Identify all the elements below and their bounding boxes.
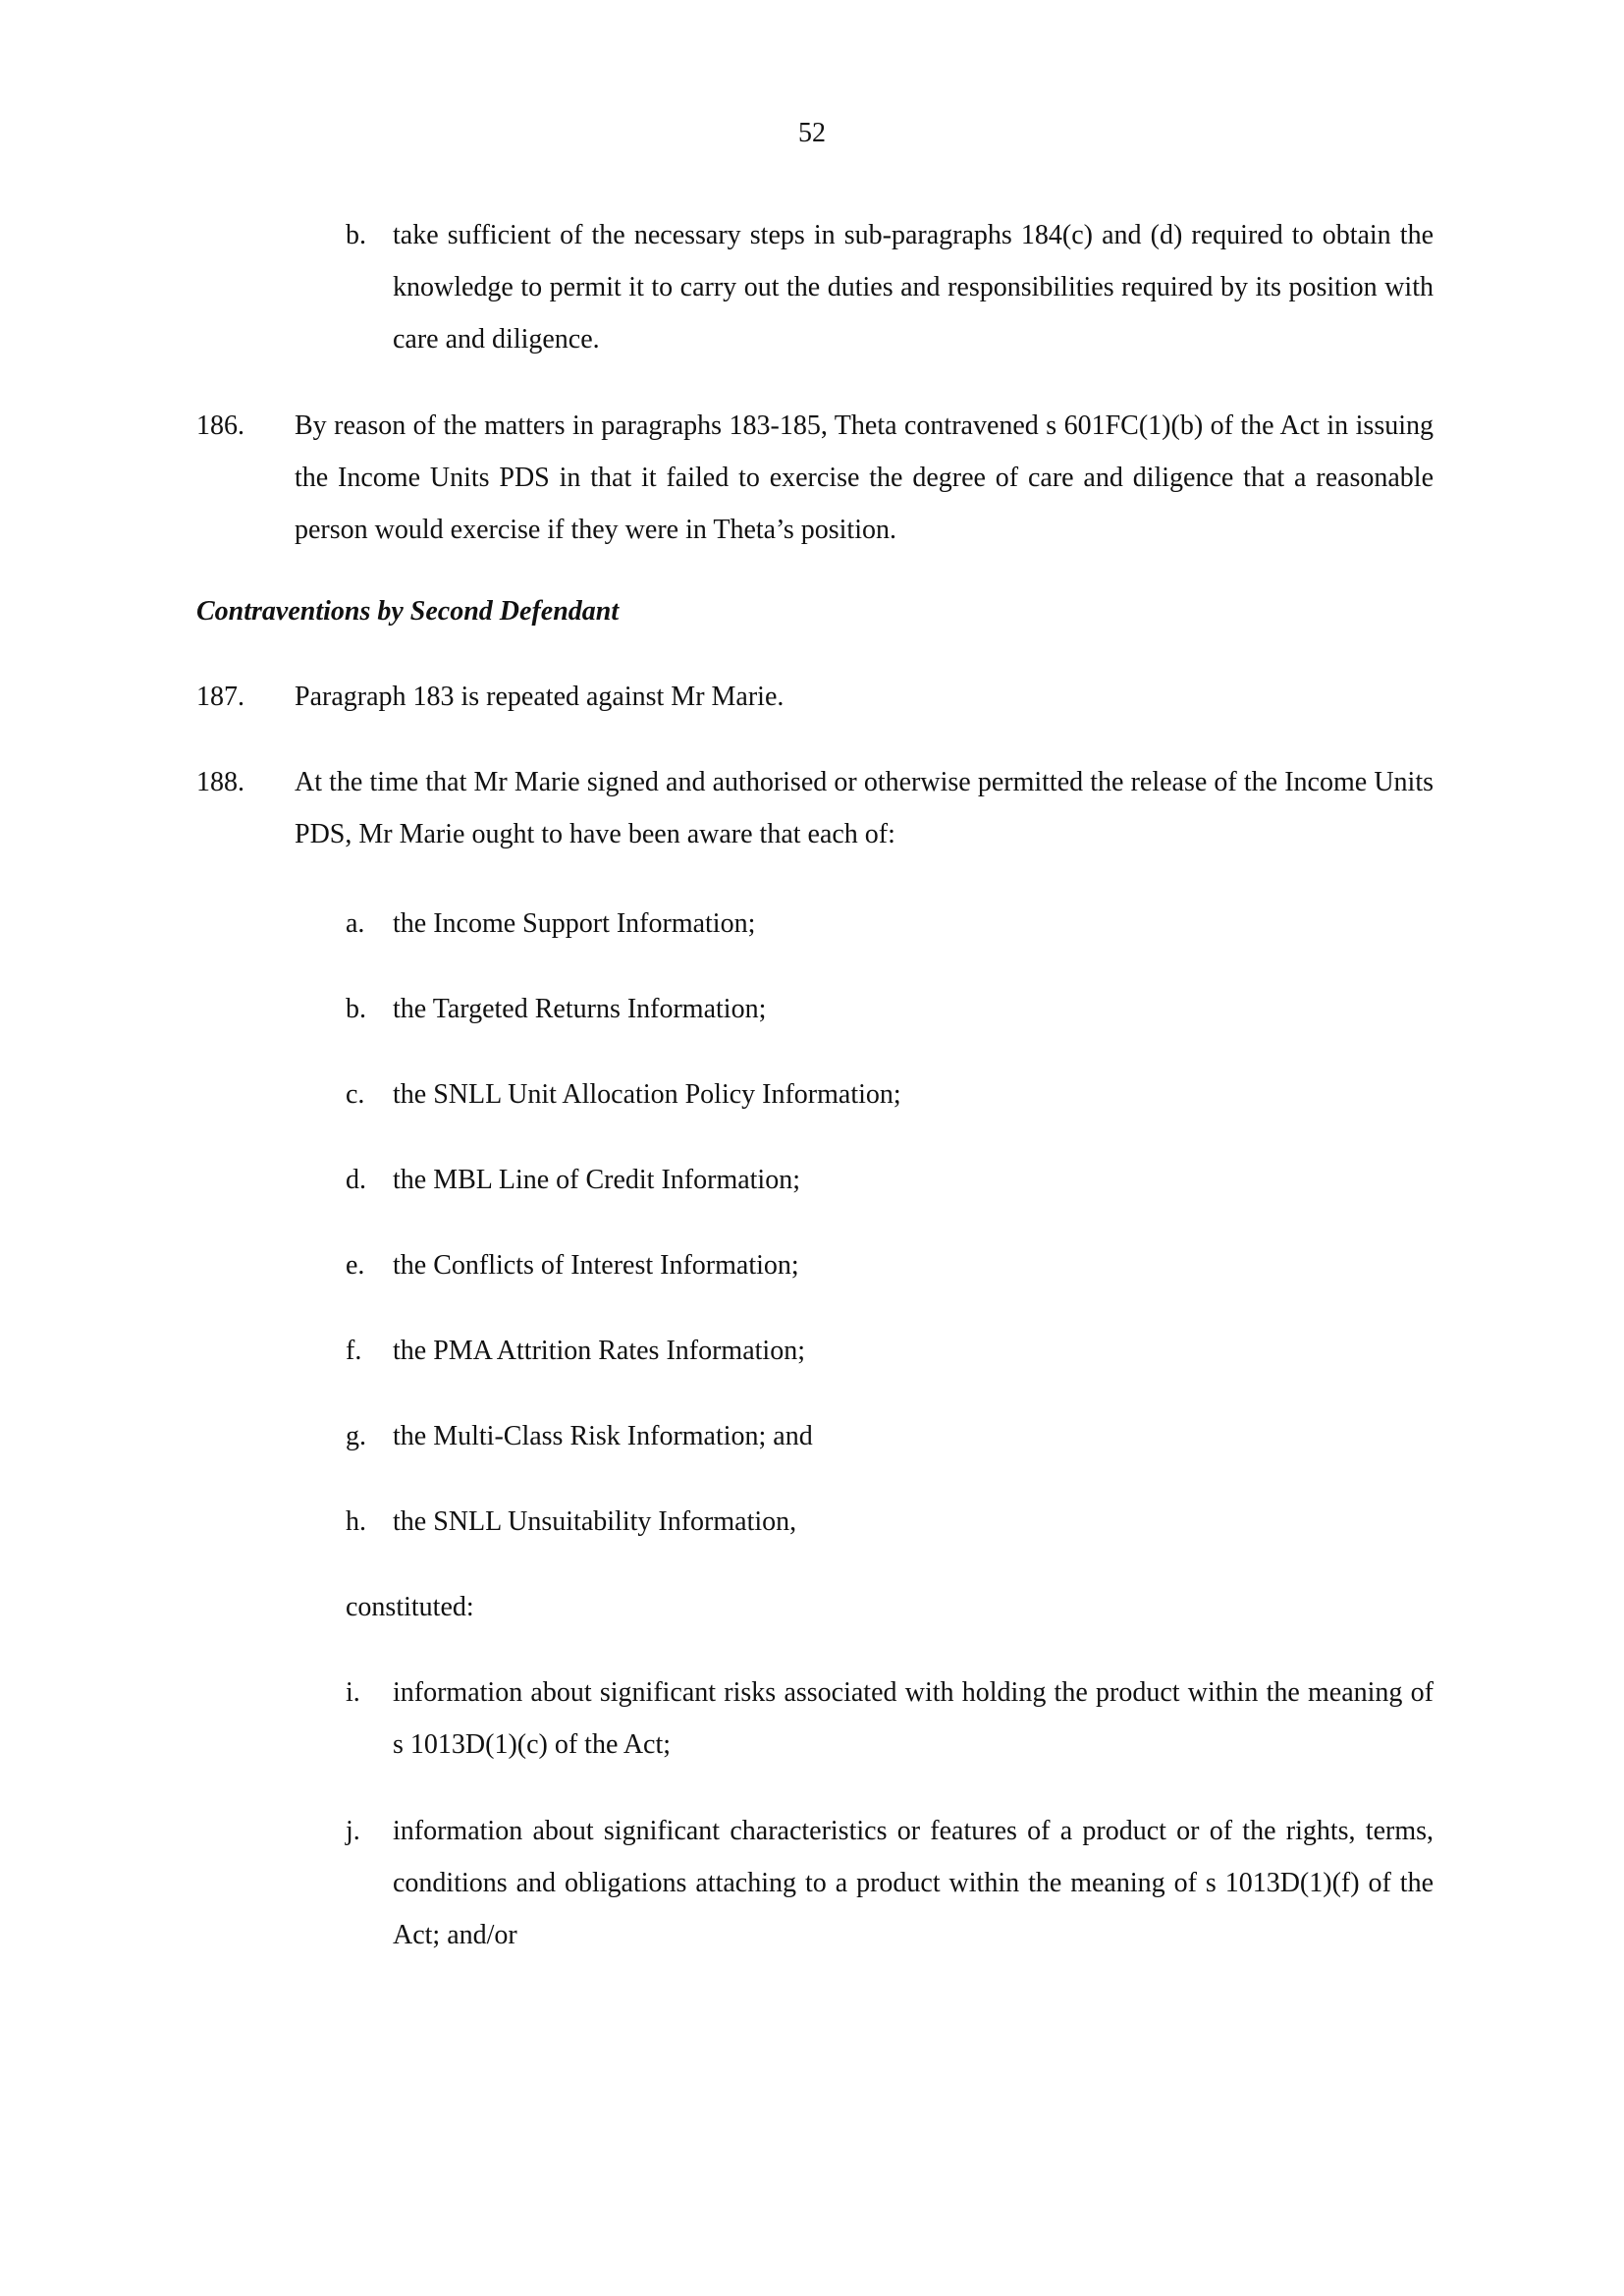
sub-item-text: take sufficient of the necessary steps in sub-paragraphs 184(c) and (d) required to obtain the knowledge to permit it to carry out the duties and responsibilities required by its position with care and diligence.: [393, 220, 1434, 355]
list-item-label: b.: [346, 994, 366, 1024]
list-item-text: the Targeted Returns Information;: [393, 994, 767, 1024]
list-item-text: the SNLL Unit Allocation Policy Information;: [393, 1079, 901, 1110]
constituted-text: constituted:: [346, 1592, 474, 1622]
paragraph-text: By reason of the matters in paragraphs 183-185, Theta contravened s 601FC(1)(b) of the Act in issuing the Income Units PDS in that it failed to exercise the degree of care and diligence that a reasonable person would exercise if they were in Theta’s position.: [295, 410, 1434, 545]
list-item-label: a.: [346, 908, 365, 939]
paragraph-text: Paragraph 183 is repeated against Mr Marie.: [295, 682, 785, 712]
list-item-label: h.: [346, 1506, 366, 1537]
list-item-label: d.: [346, 1165, 366, 1195]
list-item-text: information about significant risks associated with holding the product within the meaning of s 1013D(1)(c) of the Act;: [393, 1677, 1434, 1760]
list-item-label: c.: [346, 1079, 365, 1110]
list-item-label: j.: [346, 1816, 360, 1846]
list-item-label: g.: [346, 1421, 366, 1451]
list-item-label: f.: [346, 1336, 362, 1366]
list-item-text: the MBL Line of Credit Information;: [393, 1165, 800, 1195]
paragraph-number: 187.: [196, 682, 244, 712]
list-item-text: information about significant characteristics or features of a product or of the rights, terms, conditions and obligations attaching to a product within the meaning of s 1013D(1)(f) of the Act; and/or: [393, 1816, 1434, 1950]
list-item-text: the SNLL Unsuitability Information,: [393, 1506, 797, 1537]
list-item-label: e.: [346, 1250, 365, 1281]
paragraph-number: 186.: [196, 410, 244, 441]
paragraph-text: At the time that Mr Marie signed and authorised or otherwise permitted the release of the Income Units PDS, Mr Marie ought to have been aware that each of:: [295, 767, 1434, 849]
section-heading: Contraventions by Second Defendant: [196, 596, 620, 627]
sub-item-label: b.: [346, 220, 366, 250]
page-number: 52: [798, 118, 826, 148]
list-item-text: the Income Support Information;: [393, 908, 756, 939]
paragraph-number: 188.: [196, 767, 244, 797]
list-item-text: the Conflicts of Interest Information;: [393, 1250, 799, 1281]
list-item-text: the PMA Attrition Rates Information;: [393, 1336, 805, 1366]
list-item-text: the Multi-Class Risk Information; and: [393, 1421, 813, 1451]
list-item-label: i.: [346, 1677, 360, 1708]
